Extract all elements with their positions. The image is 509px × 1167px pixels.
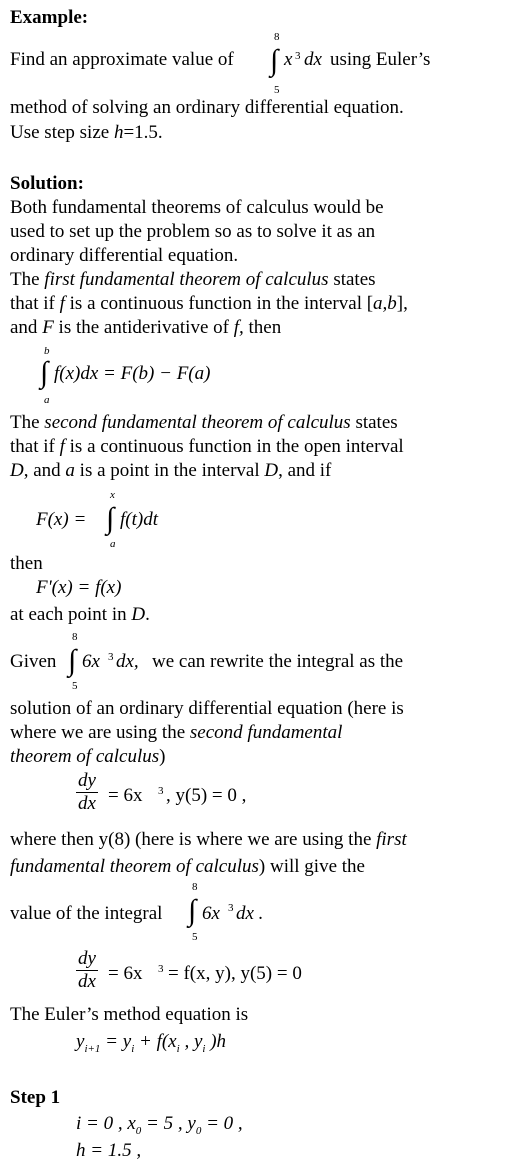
integral-lower: 5 — [274, 84, 280, 96]
ode1-ic: , y(5) = 0 , — [166, 785, 247, 806]
where-power: 3 — [228, 902, 234, 914]
fraction-num: dy — [78, 948, 96, 969]
dy-dx-fraction — [76, 770, 98, 815]
first-thm-line-2: that if f is a continuous function in the interval [a,b], — [10, 293, 408, 314]
euler-equation: $y_{i+1} = y_i + f(x_i$ , $y_i$ )h — [76, 1031, 227, 1055]
euler-lhs: y — [76, 1031, 85, 1052]
ode2-rest: = f(x, y), y(5) = 0 — [168, 963, 302, 984]
second-eq-upper: x — [110, 489, 115, 501]
first-eq-body: f(x)dx = F(b) − F(a) — [54, 363, 211, 384]
integral-upper: 8 — [274, 31, 280, 43]
where-line1-it: first — [376, 829, 407, 850]
where-line-2 — [10, 855, 365, 879]
step1-line-2: h = 1.5 , — [76, 1140, 142, 1161]
first-eq-lower: a — [44, 394, 50, 406]
given-post: we can rewrite the integral as the — [152, 651, 404, 672]
integrand-power: 3 — [295, 50, 301, 62]
solution-p1-1: Both fundamental theorems of calculus would be — [10, 197, 384, 218]
given-line3-pre: where we are using the — [10, 722, 190, 743]
example-line-1 — [10, 48, 234, 72]
integral-sign-icon: ∫ — [106, 502, 115, 535]
first-thm-post: states — [328, 269, 376, 290]
second-eq-lower: a — [110, 538, 116, 550]
second-thm-line-3: D, and a is a point in the interval D, and if — [10, 460, 332, 481]
where-line1-pre: where then y(8) (here is where we are using the — [10, 829, 377, 850]
example-heading: Example: — [10, 7, 89, 28]
first-thm-pre: The — [10, 269, 45, 290]
integral-sign-icon: ∫ — [270, 44, 279, 77]
given-upper: 8 — [72, 631, 78, 643]
dy-dx-fraction — [76, 948, 98, 993]
second-thm-line-1 — [10, 411, 398, 435]
where-upper: 8 — [192, 881, 198, 893]
fraction-den: dx — [78, 793, 96, 814]
ode2-power: 3 — [158, 963, 164, 975]
where-line2-post: ) will give the — [258, 856, 365, 877]
example-line1-post: using Euler’s — [330, 49, 431, 70]
where-line3-pre: value of the integral — [10, 903, 163, 924]
first-thm-line-1 — [10, 268, 376, 292]
integral-dx: dx — [304, 49, 322, 70]
second-eq-lhs: F(x) = — [36, 509, 87, 530]
where-line2-it: fundamental theorem of calculus — [10, 856, 259, 877]
given-pre: Given — [10, 651, 57, 672]
integral-sign-icon: ∫ — [188, 894, 197, 927]
example-line1-pre: Find an approximate value of — [10, 49, 234, 70]
where-body: 6x — [202, 903, 220, 924]
integral-sign-icon: ∫ — [68, 644, 77, 677]
solution-heading: Solution: — [10, 173, 84, 194]
second-eq-body: f(t)dt — [120, 509, 158, 530]
where-lower: 5 — [192, 931, 198, 943]
second-thm-pre: The — [10, 412, 45, 433]
example-line-2: method of solving an ordinary differential equation. — [10, 97, 404, 118]
given-lower: 5 — [72, 680, 78, 692]
derivative-eq: F'(x) = f(x) — [36, 577, 122, 598]
given-line3-it: second fundamental — [189, 722, 343, 743]
example-line-3: Use step size h=1.5. — [10, 122, 163, 143]
second-thm-post: states — [350, 412, 398, 433]
euler-label: The Euler’s method equation is — [10, 1004, 249, 1025]
ode-1 — [76, 770, 316, 822]
given-line-4 — [10, 745, 165, 769]
given-line-3 — [10, 721, 342, 745]
integrand: x — [284, 49, 293, 70]
ode1-power: 3 — [158, 785, 164, 797]
where-integral — [188, 882, 278, 944]
second-thm-line-2: that if f is a continuous function in the open interval — [10, 436, 404, 457]
second-thm-equation — [36, 490, 236, 550]
solution-p1-2: used to set up the problem so as to solve it as an — [10, 221, 376, 242]
given-power: 3 — [108, 651, 114, 663]
given-line4-post: ) — [159, 746, 166, 767]
step1-line-1: i = 0 , $x_0 = 5$ , $y_0 = 0$ , — [76, 1113, 243, 1137]
given-coef: 6x — [82, 651, 100, 672]
where-dx: dx . — [236, 903, 264, 924]
at-each-point: at each point in D. — [10, 604, 150, 625]
solution-p1-3: ordinary differential equation. — [10, 245, 239, 266]
fraction-num: dy — [78, 770, 96, 791]
step1-heading: Step 1 — [10, 1087, 61, 1108]
first-thm-name: first fundamental theorem of calculus — [44, 269, 329, 290]
ode2-rhs: = 6x — [108, 963, 143, 984]
ode1-rhs: = 6x — [108, 785, 143, 806]
then-text: then — [10, 553, 43, 574]
fraction-den: dx — [78, 971, 96, 992]
first-thm-line-3: and F is the antiderivative of f, then — [10, 317, 282, 338]
given-line4-it: theorem of calculus — [10, 746, 160, 767]
integral-sign-icon: ∫ — [40, 356, 49, 389]
given-line-2: solution of an ordinary differential equation (here is — [10, 698, 404, 719]
ode-2 — [76, 948, 396, 1000]
second-thm-name: second fundamental theorem of calculus — [44, 412, 351, 433]
where-line-1 — [10, 828, 407, 852]
first-eq-upper: b — [44, 345, 50, 357]
given-dx: dx, — [116, 651, 139, 672]
first-thm-equation — [40, 344, 260, 404]
